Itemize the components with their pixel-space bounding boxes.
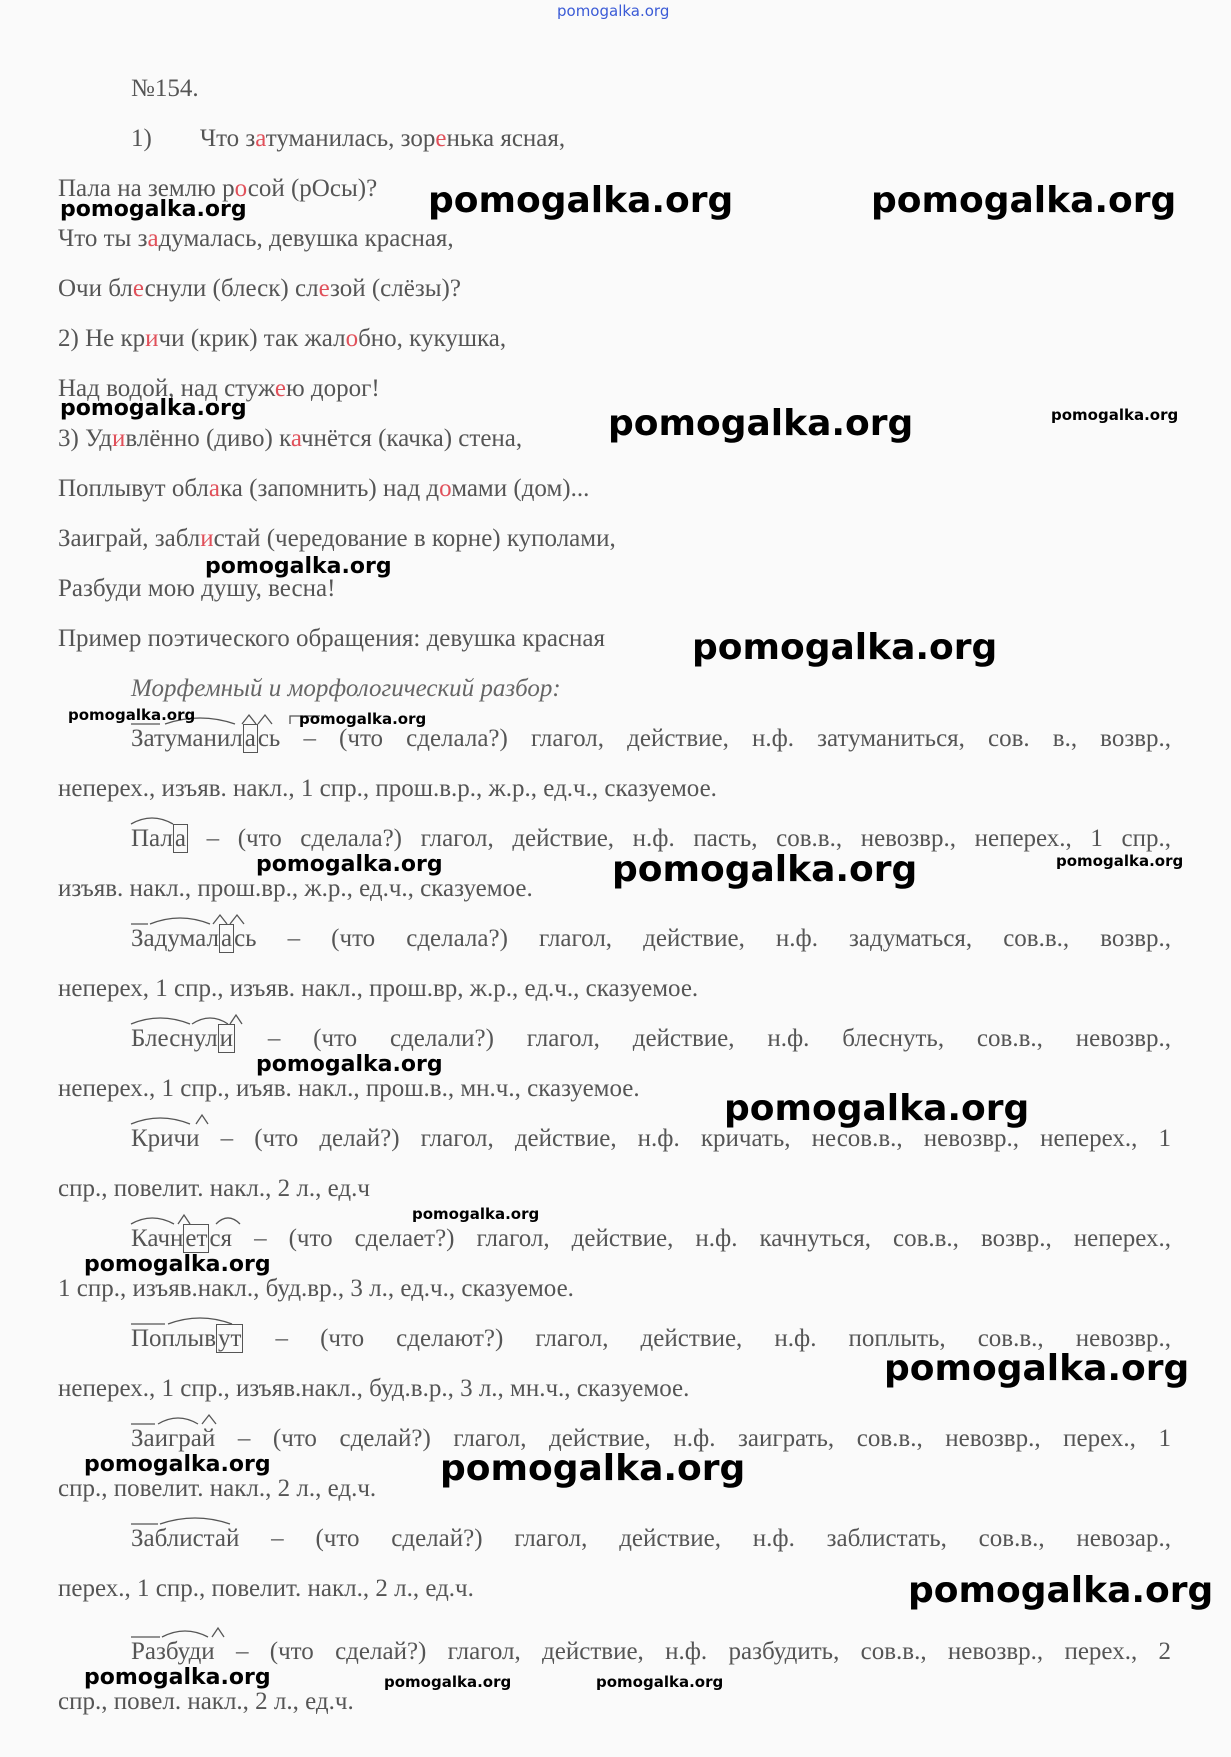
watermark: pomogalka.org bbox=[299, 710, 427, 728]
task-number: №154. bbox=[131, 75, 199, 102]
analysis-5-line-1: Кричи – (что делай?) глагол, действие, н.ф. кричать, несов.в., невозвр., неперех., 1 bbox=[131, 1125, 1171, 1152]
watermark: pomogalka.org bbox=[84, 1452, 271, 1477]
watermark: pomogalka.org bbox=[612, 849, 918, 890]
analysis-7-line-1: Поплывут – (что сделают?) глагол, действие, н.ф. поплыть, сов.в., невозвр., bbox=[131, 1325, 1172, 1352]
suffix-caret bbox=[178, 1215, 190, 1224]
poem-line-10: Разбуди мою душу, весна! bbox=[58, 575, 336, 602]
analysis-8-line-1: Заиграй – (что сделай?) глагол, действие, н.ф. заиграть, сов.в., невозвр., перех., 1 bbox=[131, 1425, 1171, 1452]
suffix-caret bbox=[196, 1115, 208, 1124]
analysis-3-line-1: Задумалась – (что сделала?) глагол, действие, н.ф. задуматься, сов.в., возвр., bbox=[131, 925, 1172, 952]
analysis-4-line-1: Блеснули – (что сделали?) глагол, действие, н.ф. блеснуть, сов.в., невозвр., bbox=[131, 1025, 1172, 1052]
analysis-4-line-2: неперех., 1 спр., иъяв. накл., прош.в., мн.ч., сказуемое. bbox=[58, 1075, 640, 1102]
analysis-6-line-2: 1 спр., изъяв.накл., буд.вр., 3 л., ед.ч., сказуемое. bbox=[58, 1275, 574, 1302]
watermark: pomogalka.org bbox=[256, 852, 443, 877]
watermark: pomogalka.org bbox=[384, 1673, 512, 1691]
watermark: pomogalka.org bbox=[871, 180, 1177, 221]
watermark: pomogalka.org bbox=[60, 197, 247, 222]
analysis-7-line-2: неперех., 1 спр., изъяв.накл., буд.в.р., 3 л., мн.ч., сказуемое. bbox=[58, 1375, 690, 1402]
watermark: pomogalka.org bbox=[1056, 852, 1184, 870]
suffix-caret bbox=[202, 1415, 216, 1424]
watermark: pomogalka.org bbox=[256, 1052, 443, 1077]
suffix-caret bbox=[230, 1015, 242, 1024]
analysis-9-line-1: Заблистай – (что сделай?) глагол, действие, н.ф. заблистать, сов.в., невозар., bbox=[131, 1525, 1172, 1552]
watermark: pomogalka.org bbox=[205, 554, 392, 579]
analysis-8-line-2: спр., повелит. накл., 2 л., ед.ч. bbox=[58, 1475, 377, 1502]
poem-line-5: 2) Не кричи (крик) так жалобно, кукушка, bbox=[58, 325, 507, 352]
analysis-5-line-2: спр., повелит. накл., 2 л., ед.ч bbox=[58, 1175, 370, 1202]
watermark: pomogalka.org bbox=[84, 1665, 271, 1690]
poem-line-3: Что ты задумалась, девушка красная, bbox=[58, 225, 454, 252]
watermark: pomogalka.org bbox=[608, 403, 914, 444]
watermark: pomogalka.org bbox=[68, 706, 196, 724]
poem-line-6: Над водой, над стужею дорог! bbox=[58, 375, 380, 402]
analysis-3-line-2: неперех, 1 спр., изъяв. накл., прош.вр, ж.р., ед.ч., сказуемое. bbox=[58, 975, 699, 1002]
watermark: pomogalka.org bbox=[440, 1448, 746, 1489]
analysis-10-line-1: Разбуди – (что сделай?) глагол, действие, н.ф. разбудить, сов.в., невозвр., перех., 2 bbox=[131, 1638, 1172, 1665]
poem-line-4: Очи блеснули (блеск) слезой (слёзы)? bbox=[58, 275, 461, 302]
suffix-caret bbox=[213, 915, 227, 924]
suffix-caret bbox=[242, 715, 256, 724]
analysis-2-line-1: Пала – (что сделала?) глагол, действие, н.ф. пасть, сов.в., невозвр., неперех., 1 спр., bbox=[131, 825, 1172, 852]
poem-line-7: 3) Удивлённо (диво) качнётся (качка) стена, bbox=[58, 425, 523, 452]
suffix-caret bbox=[230, 915, 244, 924]
analysis-9-line-2: перех., 1 спр., повелит. накл., 2 л., ед.ч. bbox=[58, 1575, 474, 1602]
analysis-2-line-2: изъяв. накл., прош.вр., ж.р., ед.ч., сказуемое. bbox=[58, 875, 533, 902]
analysis-1-line-2: неперех., изъяв. накл., 1 спр., прош.в.р., ж.р., ед.ч., сказуемое. bbox=[58, 775, 717, 802]
watermark: pomogalka.org bbox=[596, 1673, 724, 1691]
section-title: Морфемный и морфологический разбор: bbox=[131, 675, 561, 702]
analysis-10-line-2: спр., повел. накл., 2 л., ед.ч. bbox=[58, 1688, 354, 1715]
watermark: pomogalka.org bbox=[412, 1205, 540, 1223]
watermark: pomogalka.org bbox=[692, 627, 998, 668]
poem-line-2: Пала на землю росой (рОсы)? bbox=[58, 175, 378, 202]
watermark: pomogalka.org bbox=[884, 1348, 1190, 1389]
watermark: pomogalka.org bbox=[428, 180, 734, 221]
poem-line-8: Поплывут облака (запомнить) над домами (дом)... bbox=[58, 475, 590, 502]
poem-line-1: 1) Что затуманилась, зоренька ясная, bbox=[131, 125, 566, 152]
watermark: pomogalka.org bbox=[908, 1570, 1214, 1611]
analysis-6-line-1: Качнется – (что сделает?) глагол, действие, н.ф. качнуться, сов.в., возвр., неперех., bbox=[131, 1225, 1171, 1252]
watermark: pomogalka.org bbox=[1051, 406, 1179, 424]
suffix-caret bbox=[258, 715, 272, 724]
analysis-1-line-1: Затуманилась – (что сделала?) глагол, действие, н.ф. затуманиться, сов. в., возвр., bbox=[131, 725, 1171, 752]
poem-line-9: Заиграй, заблистай (чередование в корне) куполами, bbox=[58, 525, 616, 552]
suffix-caret bbox=[212, 1628, 224, 1637]
watermark: pomogalka.org bbox=[724, 1088, 1030, 1129]
watermark: pomogalka.org bbox=[84, 1252, 271, 1277]
header-site-link[interactable]: pomogalka.org bbox=[557, 2, 670, 20]
watermark: pomogalka.org bbox=[60, 396, 247, 421]
example-line: Пример поэтического обращения: девушка красная bbox=[58, 625, 606, 652]
